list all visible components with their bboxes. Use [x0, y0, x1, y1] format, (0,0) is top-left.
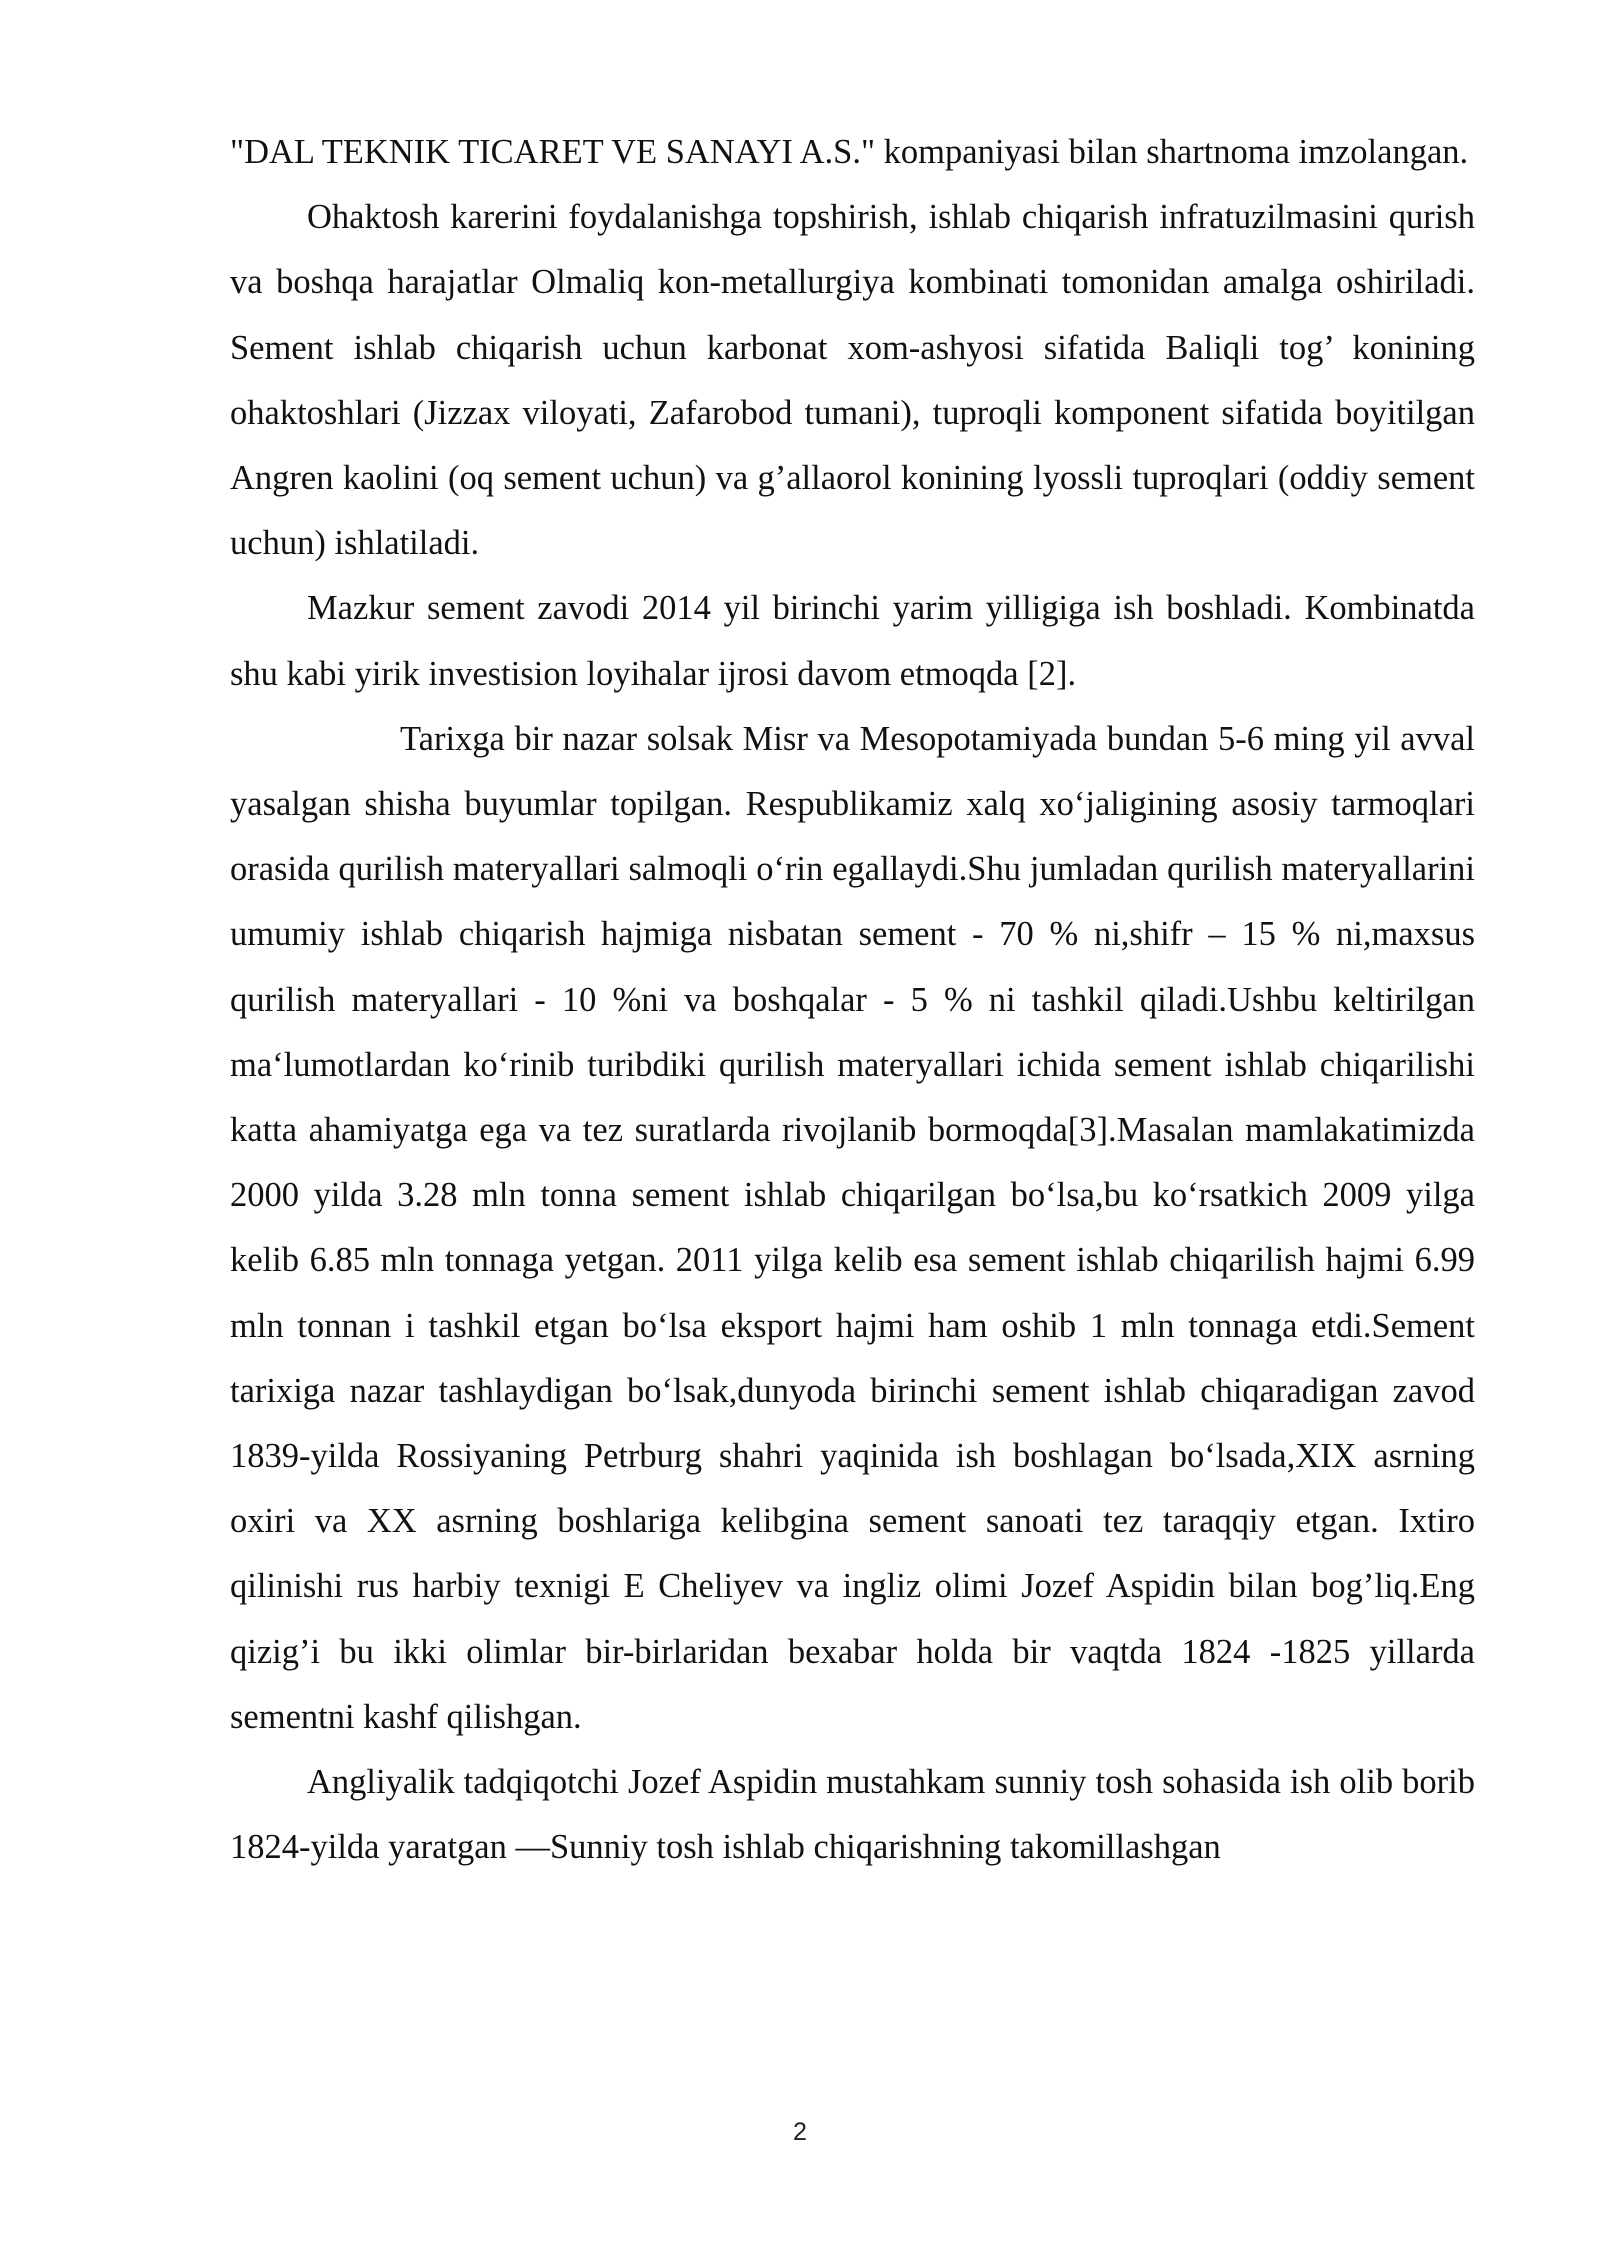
paragraph-contract: "DAL TEKNIK TICARET VE SANAYI A.S." kompaniyasi bilan shartnoma imzolangan.	[230, 133, 1469, 171]
page-number: 2	[793, 2118, 807, 2146]
paragraph-cement-history: Tarixga bir nazar solsak Misr va Mesopotamiyada bundan 5-6 ming yil avval yasalgan shisha buyumlar topilgan. Respublikamiz xalq xo‘jaligining asosiy tarmoqlari orasida qurilish materyallari salmoqli o‘rin egallaydi.Shu jumladan qurilish materyallarini umumiy ishlab chiqarish hajmiga nisbatan sement - 70 % ni,shifr – 15 % ni,maxsus qurilish materyallari - 10 %ni va boshqalar - 5 % ni tashkil qiladi.Ushbu keltirilgan ma‘lumotlardan ko‘rinib turibdiki qurilish materyallari ichida sement ishlab chiqarilishi katta ahamiyatga ega va tez suratlarda rivojlanib bormoqda[3].Masalan mamlakatimizda 2000 yilda 3.28 mln tonna sement ishlab chiqarilgan bo‘lsa,bu ko‘rsatkich 2009 yilga kelib 6.85 mln tonnaga yetgan. 2011 yilga kelib esa sement ishlab chiqarilish hajmi 6.99 mln tonnan i tashkil etgan bo‘lsa eksport hajmi ham oshib 1 mln tonnaga etdi.Sement tarixiga nazar tashlaydigan bo‘lsak,dunyoda birinchi sement ishlab chiqaradigan zavod 1839-yilda Rossiyaning Petrburg shahri yaqinida ish boshlagan bo‘lsada,XIX asrning oxiri va XX asrning boshlariga kelibgina sement sanoati tez taraqqiy etgan. Ixtiro qilinishi rus harbiy texnigi E Cheliyev va ingliz olimi Jozef Aspidin bilan bog’liq.Eng qizig’i bu ikki olimlar bir-birlaridan bexabar holda bir vaqtda 1824 -1825 yillarda sementni kashf qilishgan.	[230, 719, 1475, 1736]
paragraph-cement-plant-start: Mazkur sement zavodi 2014 yil birinchi yarim yilligiga ish boshladi. Kombinatda shu kabi yirik investision loyihalar ijrosi davom etmoqda [2].	[230, 589, 1475, 693]
body-text	[230, 120, 1475, 1880]
paragraph-limestone-quarry: Ohaktosh karerini foydalanishga topshirish, ishlab chiqarish infratuzilmasini qurish va boshqa harajatlar Olmaliq kon-metallurgiya kombinati tomonidan amalga oshiriladi. Sement ishlab chiqarish uchun karbonat xom-ashyosi sifatida Baliqli tog’ konining ohaktoshlari (Jizzax viloyati, Zafarobod tumani), tuproqli komponent sifatida boyitilgan Angren kaolini (oq sement uchun) va g’allaorol konining lyossli tuproqlari (oddiy sement uchun) ishlatiladi.	[230, 198, 1475, 563]
paragraph-aspidin: Angliyalik tadqiqotchi Jozef Aspidin mustahkam sunniy tosh sohasida ish olib borib 1824-yilda yaratgan ―Sunniy tosh ishlab chiqarishning takomillashgan	[230, 1763, 1475, 1867]
